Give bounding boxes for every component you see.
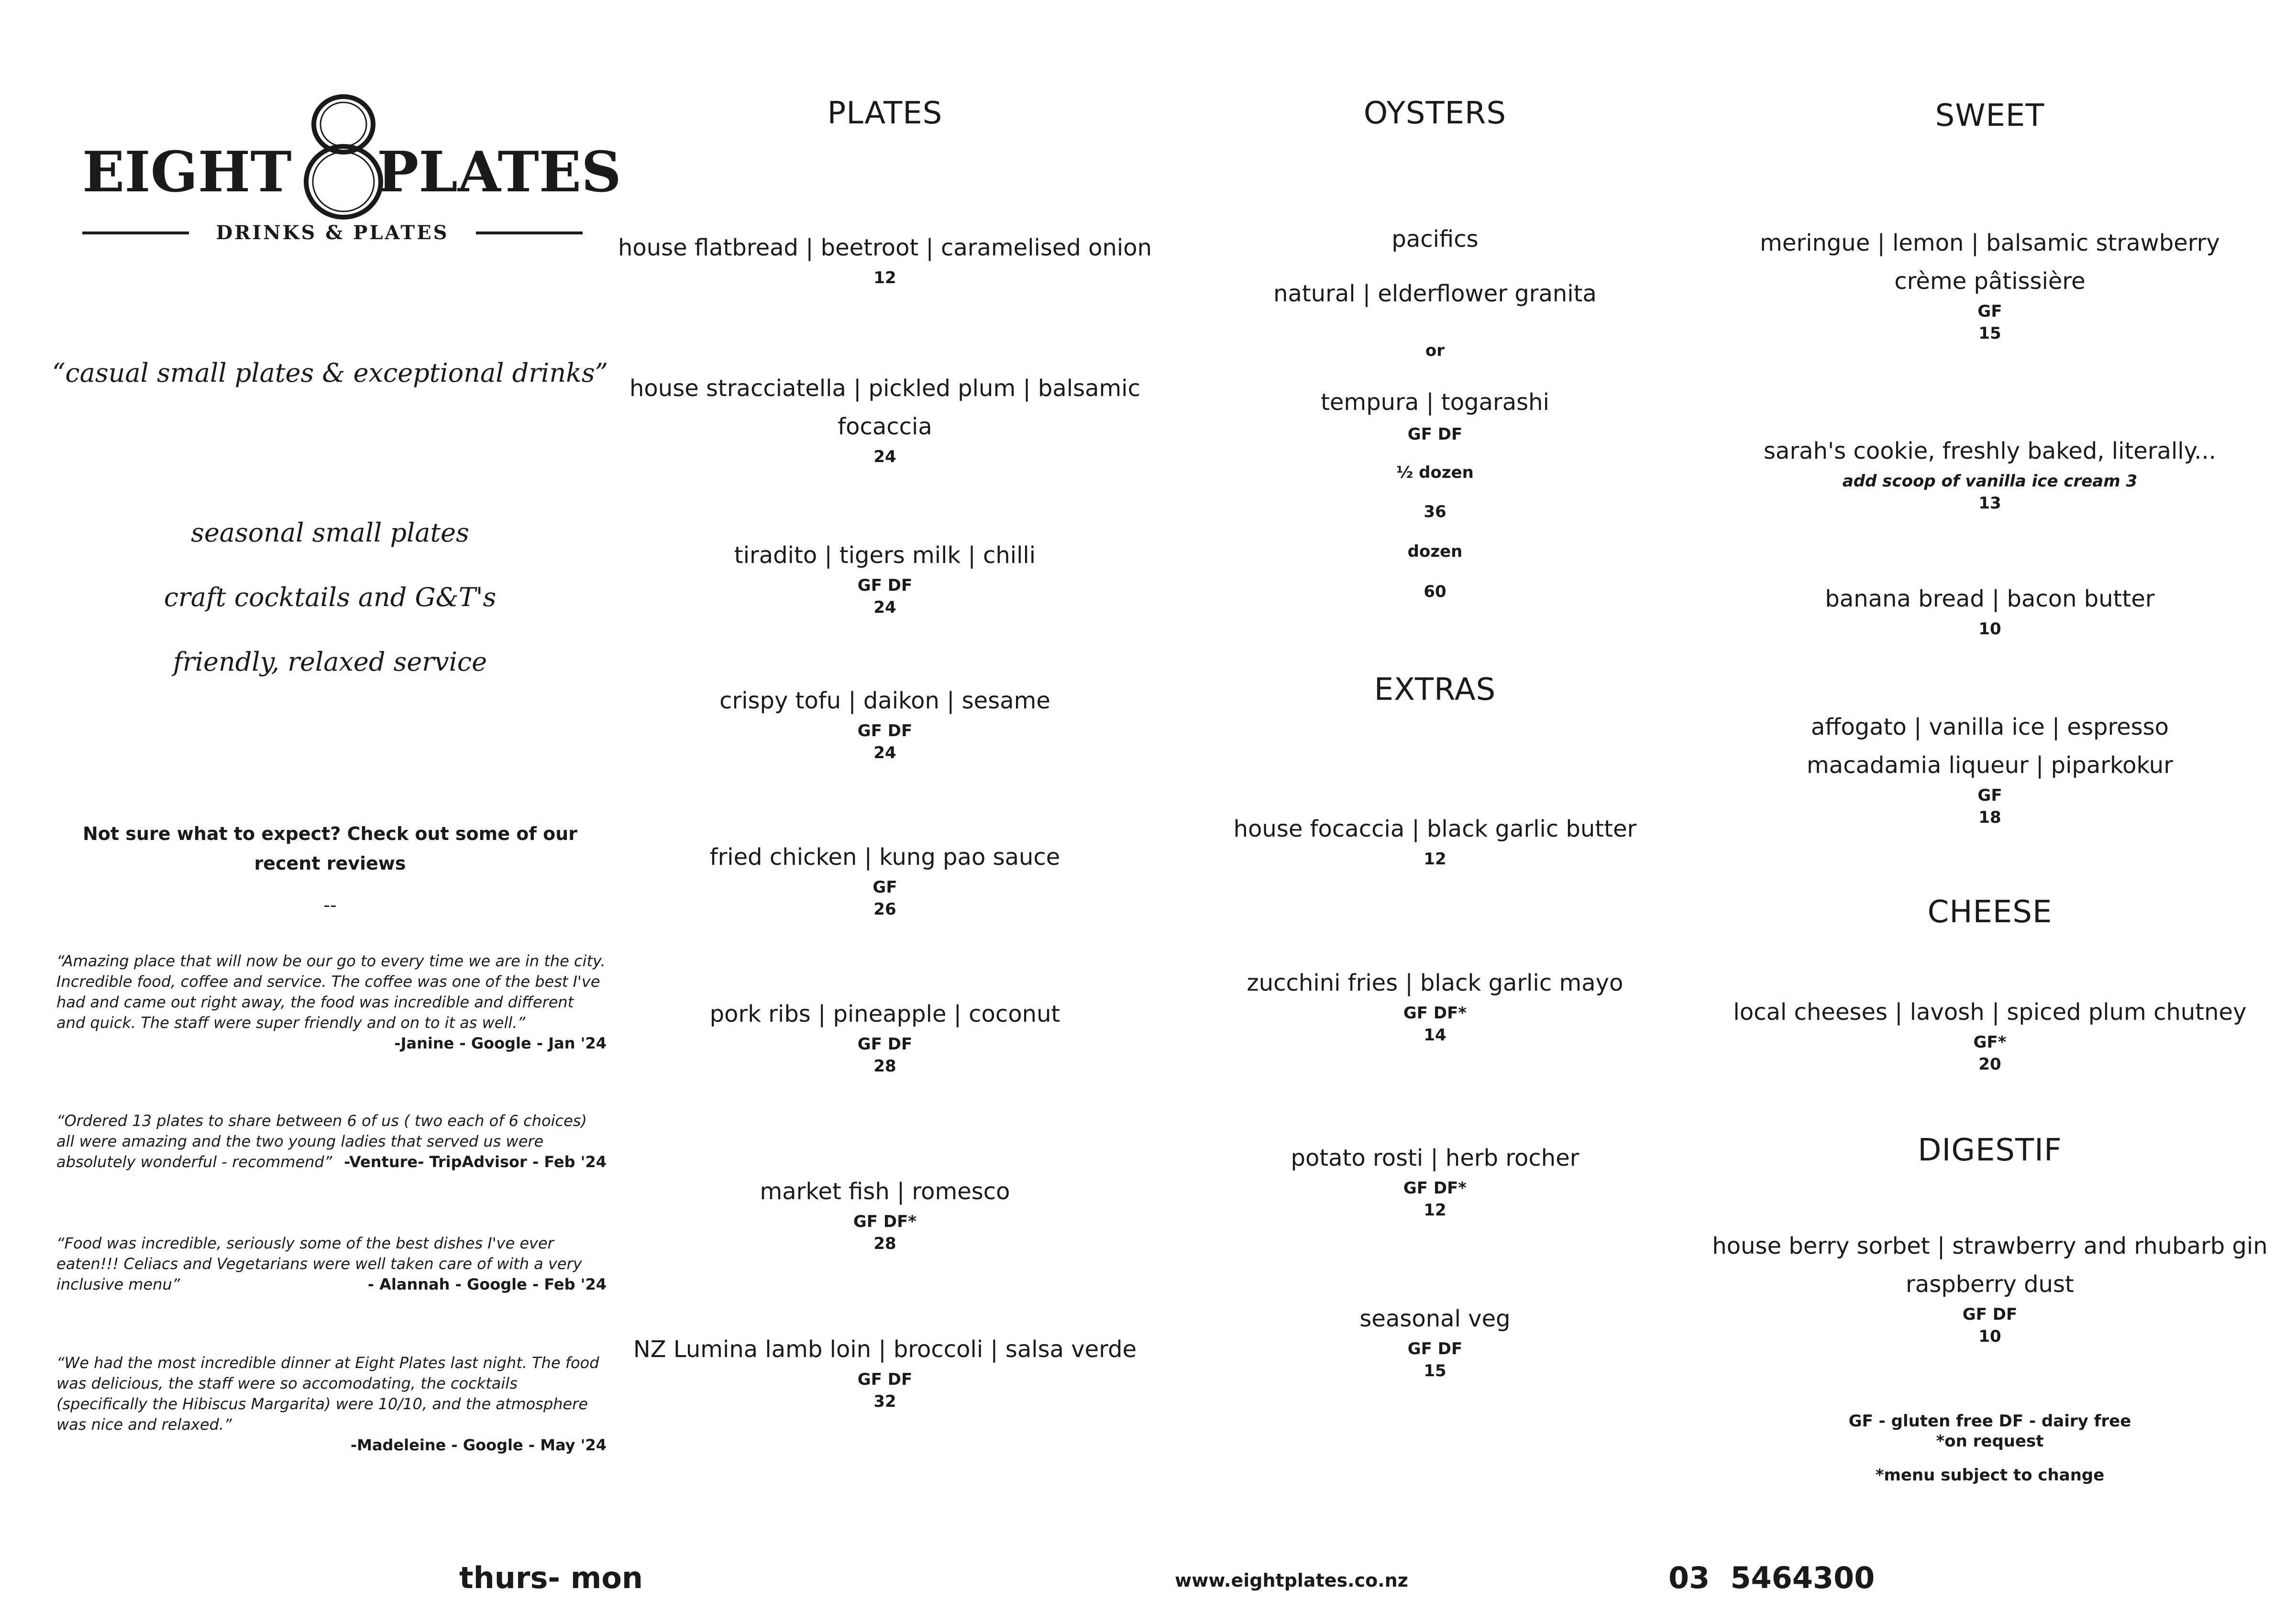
sweet-title: SWEET xyxy=(1935,98,2045,133)
plates-item-2 xyxy=(598,369,1172,468)
plates-item-8 xyxy=(598,1330,1172,1413)
item-name: crispy tofu | daikon | sesame xyxy=(719,687,1050,714)
extras-item-4 xyxy=(1148,1300,1722,1382)
cheese-item-1 xyxy=(1703,993,2277,1075)
phone-number[interactable]: 03 5464300 xyxy=(1668,1560,1875,1595)
plates-item-4 xyxy=(598,682,1172,764)
item-dietary-tag: GF DF* xyxy=(1403,1179,1467,1198)
item-name-line-2: macadamia liqueur | piparkokur xyxy=(1807,752,2173,779)
item-price: 10 xyxy=(1978,619,2001,639)
item-price: 26 xyxy=(873,900,896,919)
item-dietary-tag: GF DF* xyxy=(1403,1004,1467,1023)
oysters-dozen-price: 60 xyxy=(1424,582,1446,601)
item-price: 12 xyxy=(873,268,896,287)
item-name-line-2: crème pâtissière xyxy=(1894,268,2086,295)
item-dietary-tag: GF xyxy=(1977,786,2002,805)
item-name: market fish | romesco xyxy=(760,1178,1010,1205)
website-link[interactable]: www.eightplates.co.nz xyxy=(1175,1570,1408,1591)
item-dietary-tag: GF DF xyxy=(857,1370,913,1389)
item-name: affogato | vanilla ice | espresso xyxy=(1810,714,2169,740)
item-price: 20 xyxy=(1978,1055,2001,1074)
review-text: “Amazing place that will now be our go to every time we are in the city. Incredible food, coffee and service. The coffee was one of the best I've had and came out right away, the food was incredible and different and quick. The staff were super friendly and on to it as well.” xyxy=(56,952,606,1032)
reviews-heading: Not sure what to expect? Check out some of our recent reviews xyxy=(82,823,577,874)
item-price: 28 xyxy=(873,1057,896,1076)
item-dietary-tag: GF DF xyxy=(857,1035,913,1054)
item-name: potato rosti | herb rocher xyxy=(1291,1145,1579,1171)
item-price: 28 xyxy=(873,1234,896,1253)
item-price: 32 xyxy=(873,1392,896,1411)
item-name: sarah's cookie, freshly baked, literally... xyxy=(1764,438,2216,464)
highlight-2: craft cocktails and G&T's xyxy=(164,582,497,612)
logo-subtitle: DRINKS & PLATES xyxy=(216,221,449,244)
on-request-note: *on request xyxy=(1936,1432,2044,1451)
review-4 xyxy=(56,1353,607,1458)
extras-item-3 xyxy=(1148,1139,1722,1221)
sweet-item-2 xyxy=(1703,432,2277,514)
item-name-line-2: raspberry dust xyxy=(1906,1271,2074,1298)
item-name: NZ Lumina lamb loin | broccoli | salsa verde xyxy=(633,1336,1137,1363)
highlight-3: friendly, relaxed service xyxy=(173,647,487,677)
item-addon-note: add scoop of vanilla ice cream 3 xyxy=(1842,472,2138,491)
item-price: 14 xyxy=(1424,1026,1446,1045)
review-text: “We had the most incredible dinner at Eight Plates last night. The food was delicious, the staff were so accomodating, the cocktails (specifically the Hibiscus Margarita) were 10/10, and the atmosphere was nice and relaxed.” xyxy=(56,1354,599,1434)
item-dietary-tag: GF DF* xyxy=(853,1212,917,1231)
review-author: -Madeleine - Google - May '24 xyxy=(350,1436,607,1454)
item-price: 15 xyxy=(1978,324,2001,343)
item-name: seasonal veg xyxy=(1359,1305,1511,1332)
plates-item-3 xyxy=(598,536,1172,618)
menu-change-note: *menu subject to change xyxy=(1875,1466,2105,1485)
oysters-option-natural: natural | elderflower granita xyxy=(1273,280,1597,307)
plates-section xyxy=(598,0,1172,1483)
review-author: -Venture- TripAdvisor - Feb '24 xyxy=(344,1153,607,1171)
oysters-half-dozen-label: ½ dozen xyxy=(1396,463,1474,482)
item-price: 12 xyxy=(1424,1201,1446,1220)
item-name: tiradito | tigers milk | chilli xyxy=(734,542,1036,569)
digestif-title: DIGESTIF xyxy=(1918,1133,2062,1168)
extras-title: EXTRAS xyxy=(1374,672,1496,707)
oysters-or: or xyxy=(1425,341,1445,360)
cheese-title: CHEESE xyxy=(1927,894,2053,930)
item-name: house stracciatella | pickled plum | balsamic xyxy=(629,375,1141,402)
plates-item-1 xyxy=(598,229,1172,289)
oysters-dozen-label: dozen xyxy=(1407,542,1463,561)
eight-plates-logo xyxy=(81,91,621,249)
oysters-option-tempura: tempura | togarashi xyxy=(1321,389,1549,416)
item-name: zucchini fries | black garlic mayo xyxy=(1247,970,1623,996)
item-dietary-tag: GF DF xyxy=(1407,1339,1463,1358)
opening-days: thurs- mon xyxy=(459,1560,643,1595)
item-price: 24 xyxy=(873,743,896,762)
item-dietary-tag: GF DF xyxy=(1962,1305,2018,1324)
digestif-item-1 xyxy=(1703,1227,2277,1347)
review-text: “Food was incredible, seriously some of the best dishes I've ever eaten!!! Celiacs and Vegetarians were well taken care of with a very inclusive menu” xyxy=(56,1234,582,1293)
extras-item-1 xyxy=(1148,810,1722,870)
item-dietary-tag: GF* xyxy=(1973,1033,2007,1052)
tagline: “casual small plates & exceptional drinks” xyxy=(52,358,608,388)
plates-item-7 xyxy=(598,1172,1172,1255)
highlight-1: seasonal small plates xyxy=(191,518,469,548)
review-1 xyxy=(56,951,607,1061)
item-dietary-tag: GF xyxy=(872,878,897,897)
item-name: local cheeses | lavosh | spiced plum chutney xyxy=(1733,999,2247,1026)
item-dietary-tag: GF DF xyxy=(857,721,913,740)
reviews-separator: -- xyxy=(323,894,337,916)
item-price: 13 xyxy=(1978,494,2001,513)
oysters-variety: pacifics xyxy=(1391,226,1479,253)
extras-item-2 xyxy=(1148,964,1722,1046)
logo-word-plates: PLATES xyxy=(377,140,621,205)
review-author: - Alannah - Google - Feb '24 xyxy=(367,1275,607,1293)
item-name: meringue | lemon | balsamic strawberry xyxy=(1760,230,2220,256)
review-author: -Janine - Google - Jan '24 xyxy=(394,1034,607,1052)
item-name: house focaccia | black garlic butter xyxy=(1233,816,1637,842)
dietary-legend: GF - gluten free DF - dairy free xyxy=(1848,1412,2131,1431)
sweet-section xyxy=(1703,0,2277,1483)
item-price: 10 xyxy=(1978,1327,2001,1346)
item-name: banana bread | bacon butter xyxy=(1825,585,2155,612)
item-price: 24 xyxy=(873,598,896,617)
oysters-extras-section xyxy=(1148,0,1722,1483)
sweet-item-3 xyxy=(1703,580,2277,640)
item-price: 24 xyxy=(873,447,896,466)
item-name: house berry sorbet | strawberry and rhubarb gin xyxy=(1712,1233,2268,1259)
review-3 xyxy=(56,1233,607,1300)
item-name-line-2: focaccia xyxy=(838,413,932,440)
review-2-author-row xyxy=(56,1152,607,1173)
item-dietary-tag: GF xyxy=(1977,302,2002,321)
item-price: 18 xyxy=(1978,808,2001,827)
plates-title: PLATES xyxy=(827,96,943,131)
plates-item-6 xyxy=(598,995,1172,1077)
item-price: 15 xyxy=(1424,1361,1446,1380)
item-name: pork ribs | pineapple | coconut xyxy=(709,1001,1060,1027)
review-text: “Ordered 13 plates to share between 6 of us ( two each of 6 choices) all were amazing and the two young ladies that served us were absolutely wonderful - recommend” xyxy=(56,1112,587,1171)
item-price: 12 xyxy=(1424,850,1446,869)
logo-word-eight: EIGHT xyxy=(82,140,292,205)
oysters-half-dozen-price: 36 xyxy=(1424,502,1446,521)
oysters-option-tempura-tag: GF DF xyxy=(1407,425,1463,444)
oysters-title: OYSTERS xyxy=(1363,96,1507,131)
item-name: fried chicken | kung pao sauce xyxy=(709,844,1060,871)
plates-item-5 xyxy=(598,838,1172,920)
item-dietary-tag: GF DF xyxy=(857,576,913,595)
sweet-item-1 xyxy=(1703,224,2277,344)
sweet-item-4 xyxy=(1703,708,2277,828)
logo-eight-emblem xyxy=(306,97,381,217)
item-name: house flatbread | beetroot | caramelised onion xyxy=(618,234,1152,261)
